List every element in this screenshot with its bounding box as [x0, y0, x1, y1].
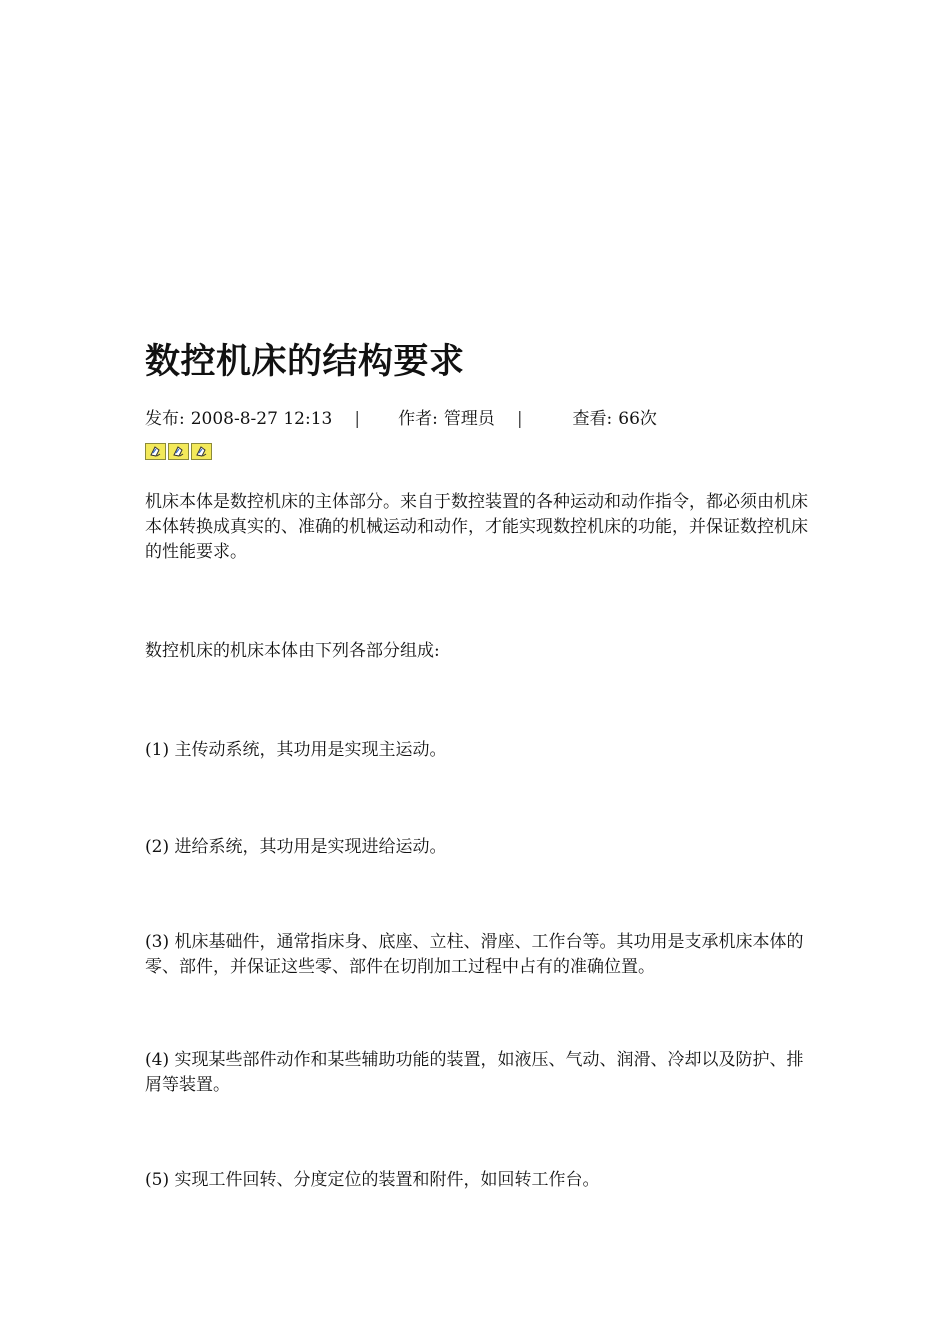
- article: [145, 338, 825, 1193]
- list-item: (2) 进给系统，其功用是实现进给运动。: [145, 837, 447, 857]
- views-label: 查看:: [572, 409, 613, 429]
- views-count: 66次: [618, 409, 657, 429]
- author-name: 管理员: [443, 409, 495, 429]
- article-meta: [145, 407, 825, 431]
- article-body: [145, 490, 825, 1193]
- rating-icons: [145, 443, 825, 462]
- meta-separator: |: [354, 409, 361, 429]
- author-label: 作者:: [398, 409, 438, 429]
- page-title: 数控机床的结构要求: [145, 342, 465, 382]
- paragraph: 数控机床的机床本体由下列各部分组成:: [145, 641, 440, 661]
- list-item: (4) 实现某些部件动作和某些辅助功能的装置，如液压、气动、润滑、冷却以及防护、排屑等装置。: [145, 1050, 804, 1095]
- rating-icon: [168, 443, 189, 460]
- paragraph: 机床本体是数控机床的主体部分。来自于数控装置的各种运动和动作指令，都必须由机床本体转换成真实的、准确的机械运动和动作，才能实现数控机床的功能，并保证数控机床的性能要求。: [145, 492, 808, 562]
- meta-separator: |: [516, 409, 523, 429]
- rating-icon: [145, 443, 166, 460]
- list-item: (5) 实现工件回转、分度定位的装置和附件，如回转工作台。: [145, 1170, 600, 1190]
- publish-date: 2008-8-27 12:13: [190, 409, 333, 429]
- rating-icon: [191, 443, 212, 460]
- list-item: (1) 主传动系统，其功用是实现主运动。: [145, 740, 447, 760]
- list-item: (3) 机床基础件，通常指床身、底座、立柱、滑座、工作台等。其功用是支承机床本体的零、部件，并保证这些零、部件在切削加工过程中占有的准确位置。: [145, 932, 804, 977]
- publish-label: 发布:: [145, 409, 185, 429]
